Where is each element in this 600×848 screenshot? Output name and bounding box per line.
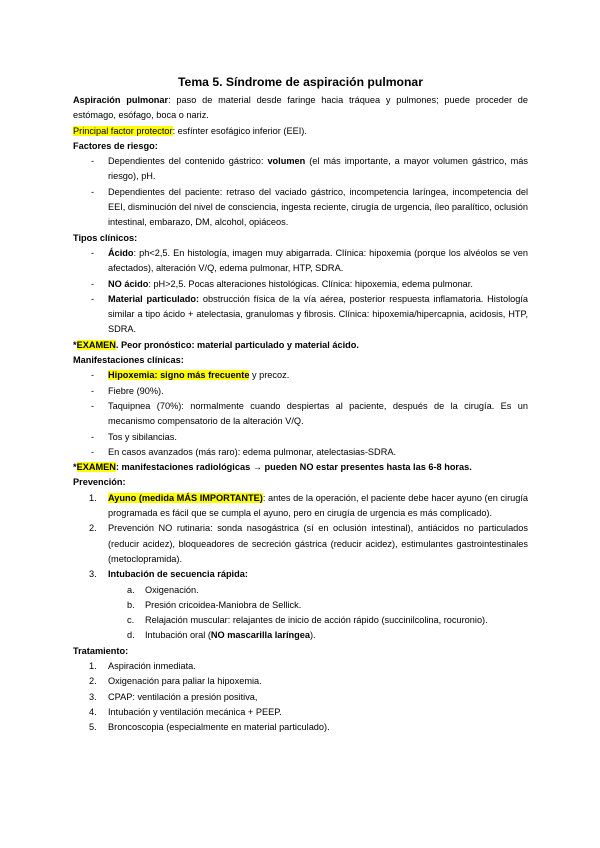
risk-item-text: Dependientes del paciente: retraso del vaciado gástrico, incompetencia laríngea, incompetencia del EEI, disminución del nivel de consciencia, ingesta reciente, cirugía de urgencia, íleo paralítico, oclusión intestinal, embarazo, DM, alcohol, opiáceos.: [108, 186, 528, 228]
manifestation-highlight: Hipoxemia: signo más frecuente: [108, 370, 250, 381]
manifestations-heading: Manifestaciones clínicas:: [73, 355, 184, 366]
treatment-list: [73, 659, 528, 735]
exam-label: EXAMEN: [76, 339, 116, 350]
list-letter: c.: [127, 615, 135, 626]
exam-text: : manifestaciones radiológicas → pueden NO estar presentes hasta las 6-8 horas.: [115, 462, 472, 473]
prevention-text: Prevención NO rutinaria: sonda nasogástrica (sí en oclusión intestinal), antiácidos no particulados (reducir acidez), bloqueadores de secreción gástrica (reducir acidez), estimulantes gastrointestinales (metoclopramida).: [108, 523, 528, 564]
definition-text: : paso de material desde faringe hacia tráquea y pulmones; puede proceder de estómago, esófago, boca o nariz.: [73, 95, 528, 121]
type-name: NO ácido: [108, 278, 149, 289]
list-item: [73, 659, 528, 674]
list-number: 5.: [89, 722, 97, 733]
treatment-heading: Tratamiento:: [73, 645, 129, 656]
list-item: [73, 583, 528, 598]
list-item: [73, 185, 528, 231]
list-item: [73, 368, 528, 383]
treatment-text: CPAP: ventilación a presión positiva,: [108, 691, 258, 702]
list-number: 2.: [89, 523, 97, 534]
sub-bold: NO mascarilla laríngea: [210, 630, 310, 641]
prevention-text: : antes de la operación, el paciente debe hacer ayuno (en cirugía programada es fácil que se cumpla el ayuno, pero en cirugía de urgencia es más complicado).: [108, 492, 529, 519]
sub-text: ).: [309, 630, 316, 641]
list-number: 1.: [89, 492, 97, 503]
prevention-colon: :: [244, 569, 248, 580]
list-letter: d.: [127, 630, 135, 641]
risk-list: [73, 154, 528, 230]
list-item: [73, 521, 528, 567]
protector-text: : esfínter esofágico inferior (EEI).: [172, 125, 307, 136]
list-item: - En casos avanzados (más raro): edema pulmonar, atelectasias-SDRA.: [73, 445, 528, 460]
type-text: obstrucción física de la vía aérea, posterior respuesta inflamatoria. Histología similar a tipo ácido + atelectasia, granulomas y fibrosis. Clínica: hipoxemia/hipercapnia, acidosis, HTP, SDRA.: [108, 293, 528, 335]
list-item: [73, 154, 528, 185]
manifestations-list: [73, 368, 528, 460]
list-item: [73, 567, 528, 643]
definition-paragraph: [73, 93, 528, 124]
list-letter: b.: [127, 599, 135, 610]
definition-term: Aspiración pulmonar: [73, 95, 169, 105]
rsi-sublist: [73, 583, 528, 644]
risk-heading: Factores de riesgo:: [73, 140, 158, 151]
type-text: : pH>2,5. Pocas alteraciones histológicas. Clínica: hipoxemia, edema pulmonar.: [148, 278, 473, 289]
list-item: [73, 690, 528, 705]
protector-term: Principal factor protector: [73, 125, 173, 136]
sub-text: Presión cricoidea-Maniobra de Sellick.: [145, 599, 302, 610]
treatment-text: Aspiración inmediata.: [108, 660, 196, 671]
risk-item-text: Dependientes del contenido gástrico:: [108, 156, 268, 167]
list-number: 1.: [89, 660, 97, 671]
exam-note-2: [73, 460, 528, 475]
types-list: [73, 246, 528, 338]
list-item: [73, 613, 528, 628]
prevention-list: [73, 491, 528, 644]
types-heading: Tipos clínicos:: [73, 232, 138, 243]
list-number: 3.: [89, 569, 97, 580]
treatment-text: Intubación y ventilación mecánica + PEEP.: [108, 706, 282, 717]
list-number: 4.: [89, 706, 97, 717]
exam-star: *: [73, 462, 77, 473]
risk-item-bold: volumen: [267, 156, 306, 167]
list-item: [73, 705, 528, 720]
risk-item-text: (el más importante, a mayor volumen gástrico, más riesgo), pH.: [108, 156, 528, 182]
list-item: [73, 598, 528, 613]
list-letter: a.: [127, 584, 135, 595]
exam-star: *: [73, 339, 77, 350]
type-text: : ph<2,5. En histología, imagen muy abigarrada. Clínica: hipoxemia (porque los alvéolos se ven afectados), alteración V/Q, edema pulmonar, HTP, SDRA.: [108, 247, 528, 274]
sub-text: Oxigenación.: [145, 584, 199, 595]
list-number: 2.: [89, 676, 97, 687]
protector-paragraph: [73, 124, 528, 139]
prevention-heading: Prevención:: [73, 477, 126, 488]
list-item: [73, 628, 528, 643]
treatment-text: Broncoscopia (especialmente en material particulado).: [108, 722, 330, 733]
sub-text: Intubación oral (: [145, 630, 211, 641]
manifestation-text: y precoz.: [249, 370, 290, 381]
list-item: [73, 720, 528, 735]
list-number: 3.: [89, 691, 97, 702]
exam-text: . Peor pronóstico: material particulado y material ácido.: [115, 339, 359, 350]
treatment-text: Oxigenación para paliar la hipoxemia.: [108, 676, 262, 687]
type-name: Ácido: [108, 247, 134, 258]
page-title: Tema 5. Síndrome de aspiración pulmonar: [178, 75, 423, 89]
list-item: [73, 246, 528, 277]
exam-note-1: [73, 338, 528, 353]
type-name: Material particulado:: [108, 293, 200, 304]
list-item: [73, 674, 528, 689]
list-item: [73, 292, 528, 338]
list-item: [73, 277, 528, 292]
prevention-bold: Intubación de secuencia rápida: [108, 569, 245, 580]
list-item: - Taquipnea (70%): normalmente cuando despiertas al paciente, después de la cirugía. Es un mecanismo compensatorio de la alteración V/Q.: [73, 399, 528, 430]
list-item: [73, 491, 528, 522]
sub-text: Relajación muscular: relajantes de inicio de acción rápido (succinilcolina, rocuronio).: [145, 615, 488, 626]
list-item: - Tos y sibilancias.: [73, 430, 528, 445]
exam-label: EXAMEN: [76, 462, 116, 473]
prevention-highlight: Ayuno (medida MÁS IMPORTANTE): [108, 492, 263, 503]
list-item: - Fiebre (90%).: [73, 384, 528, 399]
document-page: [73, 74, 528, 735]
